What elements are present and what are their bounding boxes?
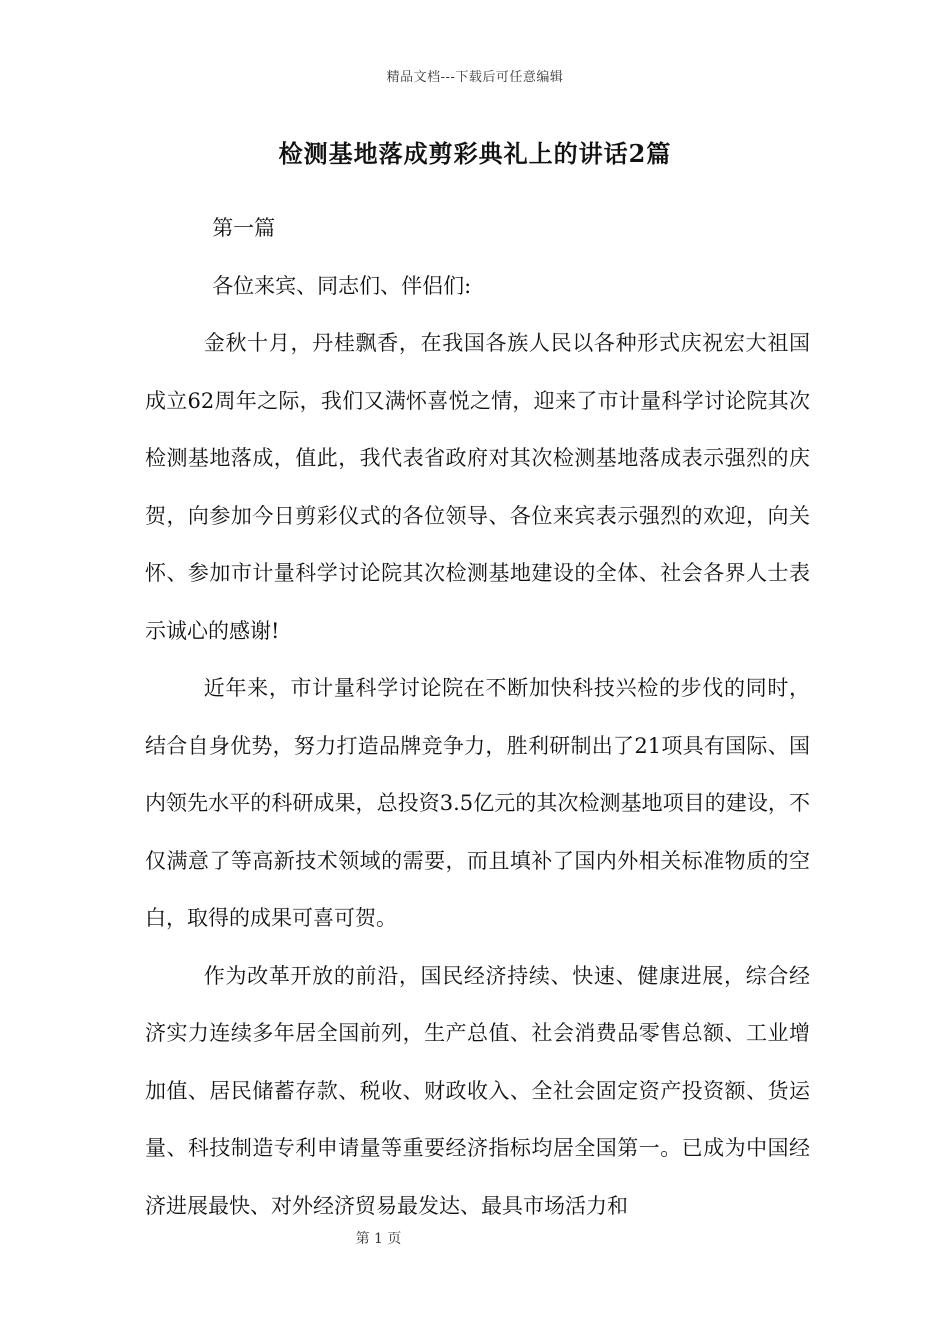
paragraph-1: 金秋十月，丹桂飘香，在我国各族人民以各种形式庆祝宏大祖国成立62周年之际，我们又满怀喜悦之情，迎来了市计量科学讨论院其次检测基地落成，值此，我代表省政府对其次检测基地落成表示强烈的庆贺，向参加今日剪彩仪式的各位领导、各位来宾表示强烈的欢迎，向关怀、参加市计量科学讨论院其次检测基地建设的全体、社会各界人士表示诚心的感谢! [145,331,810,643]
salutation: 各位来宾、同志们、伴侣们: [212,273,472,298]
paragraph-2: 近年来，市计量科学讨论院在不断加快科技兴检的步伐的同时，结合自身优势，努力打造品牌竞争力，胜利研制出了21项具有国际、国内领先水平的科研成果，总投资3.5亿元的其次检测基地项目的建设，不仅满意了等高新技术领域的需要，而且填补了国内外相关标准物质的空白，取得的成果可喜可贺。 [145,676,810,930]
page-header: 精品文档---下载后可任意编辑 [386,70,564,85]
document-body [145,200,810,1235]
paragraph-3: 作为改革开放的前沿，国民经济持续、快速、健康进展，综合经济实力连续多年居全国前列，生产总值、社会消费品零售总额、工业增加值、居民储蓄存款、税收、财政收入、全社会固定资产投资额、货运量、科技制造专利申请量等重要经济指标均居全国第一。已成为中国经济进展最快、对外经济贸易最发达、最具市场活力和 [145,963,810,1218]
section-label: 第一篇 [212,216,276,240]
document-title: 检测基地落成剪彩典礼上的讲话2篇 [278,139,672,168]
page-number: 第 1 页 [355,1231,402,1247]
